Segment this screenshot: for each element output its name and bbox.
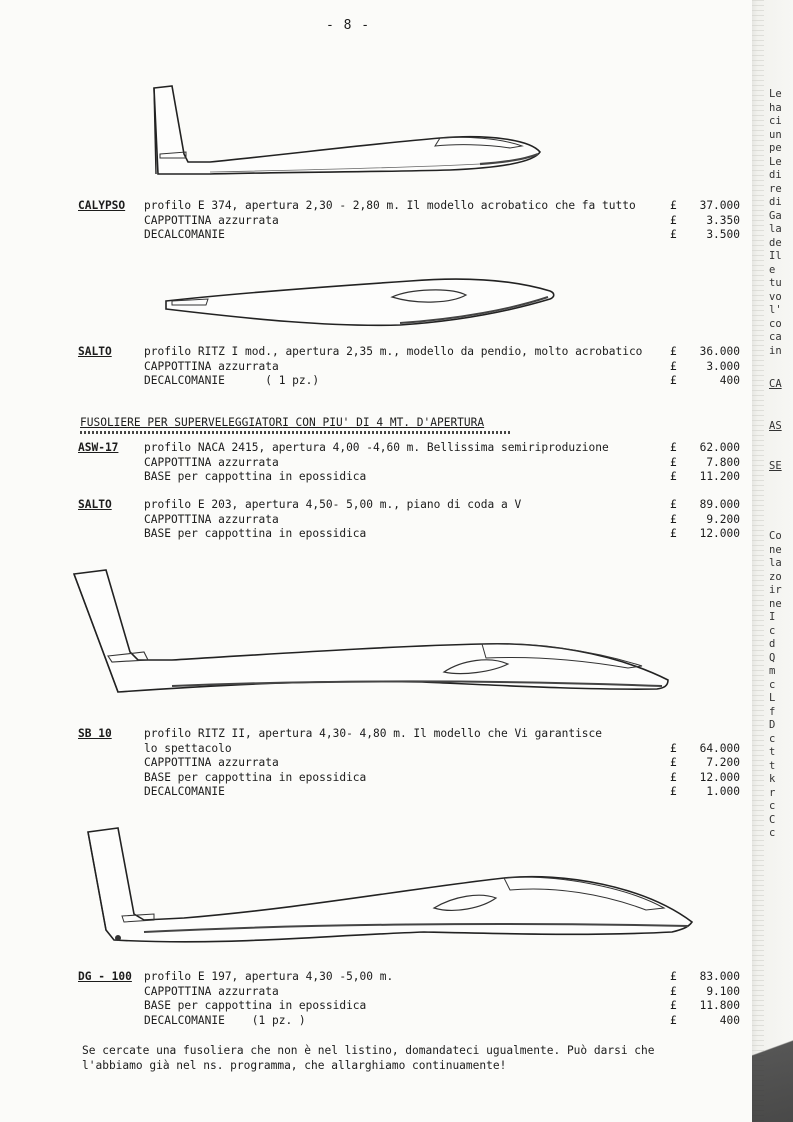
item-price: 9.100 [706,984,740,998]
item-price: 400 [719,374,740,387]
adjacent-line: f [769,705,776,718]
item-description: profilo RITZ I mod., apertura 2,35 m., modello da pendio, molto acrobatico [144,345,643,358]
item-price: 400 [719,1013,740,1027]
product-name: CALYPSO [78,199,126,212]
scan-noise [752,0,764,1122]
adjacent-line: ne [769,597,782,610]
adjacent-line: D [769,719,776,731]
item-row [78,228,743,243]
product-dg-100 [78,970,743,1028]
item-price: 3.350 [706,213,740,227]
adjacent-line: t [769,746,776,758]
item-price: 89.000 [699,498,740,511]
product-salto-large [78,498,743,542]
adjacent-line: e [769,263,776,276]
item-description: BASE per cappottina in epossidica [144,527,367,540]
item-price: 3.000 [706,359,740,373]
calypso-glider-drawing [150,82,545,187]
product-name: SALTO [78,345,112,358]
adjacent-line: la [769,557,782,569]
item-description: profilo E 197, apertura 4,30 -5,00 m. [144,970,394,983]
currency-symbol: £ [670,470,677,483]
product-asw-17 [78,441,743,485]
item-description: lo spettacolo [144,741,232,755]
item-row [78,727,743,742]
adjacent-line: l' [769,304,782,316]
currency-symbol: £ [670,359,677,373]
currency-symbol: £ [670,970,677,983]
currency-symbol: £ [670,441,677,454]
adjacent-heading: CA [769,378,782,390]
item-price: 36.000 [699,345,740,358]
page-number: - 8 - [326,18,371,33]
adjacent-page-edge [752,0,793,1122]
currency-symbol: £ [670,374,677,387]
adjacent-line: ir [769,584,782,596]
item-row [78,742,743,757]
adjacent-line: la [769,223,782,235]
item-row [78,199,743,214]
adjacent-line: ne [769,543,782,556]
currency-symbol: £ [670,345,677,358]
adjacent-line: k [769,773,776,785]
item-price: 37.000 [699,199,740,212]
item-row [78,756,743,771]
currency-symbol: £ [670,770,677,784]
currency-symbol: £ [670,527,677,540]
currency-symbol: £ [670,741,677,755]
item-price: 1.000 [706,785,740,798]
adjacent-heading: SE [769,460,782,472]
item-description: CAPPOTTINA azzurrata [144,756,279,769]
currency-symbol: £ [670,199,677,212]
adjacent-line: Co [769,530,782,542]
item-description: DECALCOMANIE ( 1 pz.) [144,374,320,387]
adjacent-line: vo [769,290,782,303]
adjacent-line: pe [769,142,782,154]
footer-line: Se cercate una fusoliera che non è nel listino, domandateci ugualmente. Può darsi che [82,1044,655,1057]
adjacent-line: di [769,169,782,181]
footer-note [82,1043,655,1073]
adjacent-heading: AS [769,420,782,432]
product-name: SALTO [78,498,112,511]
currency-symbol: £ [670,785,677,798]
item-description: BASE per cappottina in epossidica [144,770,367,784]
item-row [78,785,743,800]
adjacent-line: ca [769,331,782,343]
item-price: 7.200 [706,756,740,769]
item-row [78,374,743,389]
item-row [78,999,743,1014]
item-description: CAPPOTTINA azzurrata [144,213,279,227]
adjacent-line: ci [769,115,782,127]
adjacent-line: m [769,665,776,677]
adjacent-text-top [769,88,782,358]
adjacent-line: r [769,786,776,799]
adjacent-line: d [769,638,776,650]
adjacent-line: Le [769,88,782,100]
adjacent-line: Le [769,155,782,168]
adjacent-line: c [769,800,776,812]
item-row [78,470,743,485]
product-salto [78,345,743,389]
item-row [78,513,743,528]
sb10-glider-drawing [72,568,677,703]
item-price: 62.000 [699,441,740,454]
item-price: 11.800 [699,999,740,1012]
item-description: profilo E 203, apertura 4,50- 5,00 m., piano di coda a V [144,498,522,511]
item-price: 12.000 [699,770,740,784]
adjacent-line: I [769,611,776,623]
adjacent-line: L [769,692,776,704]
footer-line: l'abbiamo già nel ns. programma, che allarghiamo continuamente! [82,1059,507,1072]
product-sb-10 [78,727,743,800]
item-description: CAPPOTTINA azzurrata [144,455,279,469]
currency-symbol: £ [670,498,677,511]
item-description: CAPPOTTINA azzurrata [144,512,279,526]
adjacent-line: C [769,813,776,826]
adjacent-line: de [769,236,782,249]
item-row [78,771,743,786]
product-name: DG - 100 [78,970,132,983]
product-calypso [78,199,743,243]
item-row [78,360,743,375]
item-description: DECALCOMANIE (1 pz. ) [144,1013,306,1027]
item-price: 11.200 [699,470,740,483]
item-row [78,985,743,1000]
item-price: 64.000 [699,741,740,755]
currency-symbol: £ [670,455,677,469]
item-description: BASE per cappottina in epossidica [144,999,367,1012]
adjacent-line: un [769,128,782,141]
adjacent-line: di [769,196,782,208]
item-price: 12.000 [699,527,740,540]
item-row [78,970,743,985]
item-row [78,441,743,456]
adjacent-line: c [769,732,776,745]
adjacent-line: t [769,759,776,772]
adjacent-line: Q [769,651,776,664]
item-row [78,345,743,360]
adjacent-line: c [769,827,776,839]
item-description: BASE per cappottina in epossidica [144,470,367,483]
item-description: DECALCOMANIE [144,785,225,798]
adjacent-line: Ga [769,209,782,222]
adjacent-line: in [769,344,782,357]
item-description: CAPPOTTINA azzurrata [144,984,279,998]
item-row [78,456,743,471]
adjacent-line: co [769,317,782,330]
adjacent-line: re [769,182,782,195]
currency-symbol: £ [670,999,677,1012]
item-row [78,527,743,542]
dg100-glider-drawing [84,824,699,954]
item-row [78,1014,743,1029]
adjacent-text-bottom [769,530,782,841]
currency-symbol: £ [670,1013,677,1027]
product-name: SB 10 [78,727,112,740]
currency-symbol: £ [670,213,677,227]
section-title: FUSOLIERE PER SUPERVELEGGIATORI CON PIU' DI 4 MT. D'APERTURA [80,416,485,429]
item-price: 83.000 [699,970,740,983]
item-price: 3.500 [706,228,740,241]
item-description: DECALCOMANIE [144,228,225,241]
adjacent-line: c [769,624,776,637]
currency-symbol: £ [670,512,677,526]
adjacent-line: ha [769,101,782,114]
item-description: profilo E 374, apertura 2,30 - 2,80 m. Il modello acrobatico che fa tutto [144,199,636,212]
item-price: 9.200 [706,512,740,526]
item-description: profilo RITZ II, apertura 4,30- 4,80 m. Il modello che Vi garantisce [144,727,603,740]
item-description: CAPPOTTINA azzurrata [144,359,279,373]
salto-small-glider-drawing [160,265,560,335]
adjacent-line: zo [769,570,782,583]
item-row [78,214,743,229]
section-divider [80,431,512,434]
adjacent-line: Il [769,250,782,262]
item-description: profilo NACA 2415, apertura 4,00 -4,60 m. Bellissima semiriproduzione [144,441,609,454]
item-row [78,498,743,513]
adjacent-line: tu [769,277,782,289]
currency-symbol: £ [670,756,677,769]
currency-symbol: £ [670,228,677,241]
scan-shadow [752,1000,793,1122]
item-price: 7.800 [706,455,740,469]
product-name: ASW-17 [78,441,119,454]
currency-symbol: £ [670,984,677,998]
adjacent-line: c [769,678,776,691]
